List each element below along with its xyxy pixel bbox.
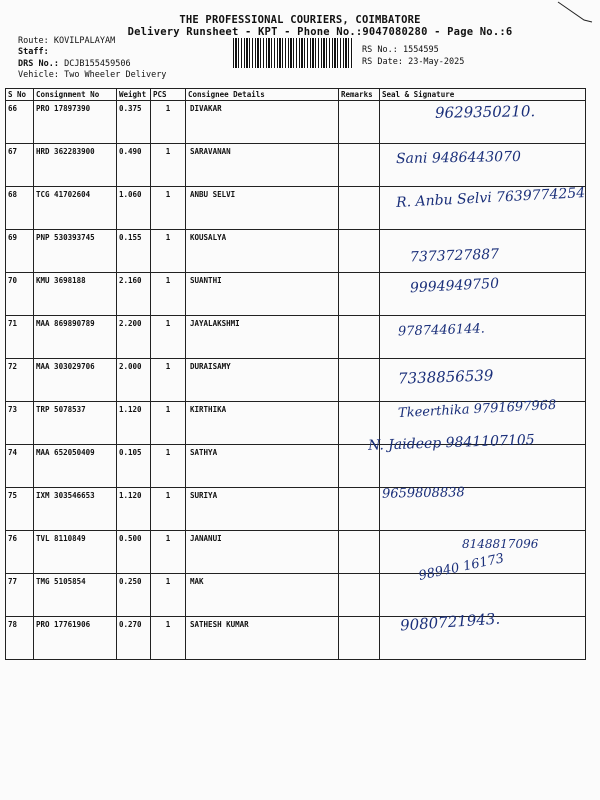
sno-cell: 72: [6, 359, 34, 402]
pcs-cell: 1: [151, 101, 186, 144]
staff-label: Staff:: [18, 47, 49, 57]
drs-label: DRS No.:: [18, 59, 59, 69]
consignment-cell: MAA 652050409: [34, 445, 117, 488]
pcs-cell: 1: [151, 316, 186, 359]
col-pcs: PCS: [151, 89, 186, 101]
consignment-cell: KMU 3698188: [34, 273, 117, 316]
sno-cell: 67: [6, 144, 34, 187]
consignee-cell: MAK: [186, 574, 339, 617]
weight-cell: 0.375: [117, 101, 151, 144]
rs-no-line: [362, 45, 439, 55]
consignee-cell: SATHESH KUMAR: [186, 617, 339, 660]
vehicle-label: Vehicle:: [18, 70, 59, 80]
remarks-cell: [339, 574, 380, 617]
sno-cell: 77: [6, 574, 34, 617]
pcs-cell: 1: [151, 617, 186, 660]
weight-cell: 1.120: [117, 402, 151, 445]
handwritten-signature: 7338856539: [397, 366, 494, 388]
weight-cell: 2.200: [117, 316, 151, 359]
staff-line: [18, 47, 49, 57]
pcs-cell: 1: [151, 488, 186, 531]
sno-cell: 78: [6, 617, 34, 660]
sno-cell: 71: [6, 316, 34, 359]
consignee-cell: SURIYA: [186, 488, 339, 531]
handwritten-signature: Tkeerthika 9791697968: [397, 397, 557, 422]
table-row: [6, 316, 586, 359]
sno-cell: 73: [6, 402, 34, 445]
pcs-cell: 1: [151, 230, 186, 273]
sno-cell: 75: [6, 488, 34, 531]
remarks-cell: [339, 359, 380, 402]
consignee-cell: JAYALAKSHMI: [186, 316, 339, 359]
weight-cell: 0.155: [117, 230, 151, 273]
sno-cell: 66: [6, 101, 34, 144]
consignment-cell: TVL 8110849: [34, 531, 117, 574]
weight-cell: 0.105: [117, 445, 151, 488]
handwritten-signature: Sani 9486443070: [395, 148, 522, 168]
sno-cell: 68: [6, 187, 34, 230]
pcs-cell: 1: [151, 531, 186, 574]
remarks-cell: [339, 617, 380, 660]
pcs-cell: 1: [151, 402, 186, 445]
table-row: [6, 445, 586, 488]
col-consignment: Consignment No: [34, 89, 117, 101]
consignee-cell: DURAISAMY: [186, 359, 339, 402]
handwritten-signature: 9629350210.: [434, 102, 536, 122]
consignment-cell: PNP 530393745: [34, 230, 117, 273]
handwritten-signature: 7373727887: [409, 246, 500, 266]
consignee-cell: ANBU SELVI: [186, 187, 339, 230]
consignment-cell: MAA 303029706: [34, 359, 117, 402]
pcs-cell: 1: [151, 273, 186, 316]
sno-cell: 70: [6, 273, 34, 316]
consignment-cell: PRO 17897390: [34, 101, 117, 144]
consignee-cell: SATHYA: [186, 445, 339, 488]
weight-cell: 0.250: [117, 574, 151, 617]
consignee-cell: SARAVANAN: [186, 144, 339, 187]
consignee-cell: JANANUI: [186, 531, 339, 574]
handwritten-signature: 8148817096: [462, 537, 539, 551]
consignment-cell: IXM 303546653: [34, 488, 117, 531]
consignment-cell: TCG 41702604: [34, 187, 117, 230]
route-line: [18, 36, 115, 46]
page-subtitle: Delivery Runsheet - KPT - Phone No.:9047080280 - Page No.:6: [127, 26, 513, 38]
consignment-cell: HRD 362283900: [34, 144, 117, 187]
consignee-cell: KIRTHIKA: [186, 402, 339, 445]
handwritten-signature: 9994949750: [409, 275, 500, 297]
vehicle-value: Two Wheeler Delivery: [64, 70, 167, 80]
route-label: Route:: [18, 36, 49, 46]
weight-cell: 1.120: [117, 488, 151, 531]
handwritten-signature: 98940 16173: [417, 551, 506, 584]
handwritten-signature: 9080721943.: [399, 609, 501, 635]
runsheet-table: [5, 88, 586, 660]
weight-cell: 0.500: [117, 531, 151, 574]
table-row: [6, 488, 586, 531]
rs-date-label: RS Date:: [362, 57, 403, 67]
col-signature: Seal & Signature: [380, 89, 586, 101]
pcs-cell: 1: [151, 359, 186, 402]
pcs-cell: 1: [151, 144, 186, 187]
weight-cell: 0.270: [117, 617, 151, 660]
route-value: KOVILPALAYAM: [53, 36, 116, 46]
rs-date-value: 23-May-2025: [408, 57, 465, 67]
remarks-cell: [339, 273, 380, 316]
remarks-cell: [339, 316, 380, 359]
drs-line: [18, 59, 131, 69]
table-header-row: [6, 89, 586, 101]
handwritten-signature: N. Jaideep 9841107105: [367, 432, 535, 454]
sno-cell: 69: [6, 230, 34, 273]
weight-cell: 2.160: [117, 273, 151, 316]
col-consignee: Consignee Details: [186, 89, 339, 101]
remarks-cell: [339, 187, 380, 230]
handwritten-signature: 9787446144.: [397, 321, 486, 340]
remarks-cell: [339, 230, 380, 273]
remarks-cell: [339, 488, 380, 531]
handwritten-signature: 9659808838: [381, 485, 465, 502]
consignment-cell: PRO 17761906: [34, 617, 117, 660]
table-row: [6, 359, 586, 402]
rs-date-line: [362, 57, 464, 67]
remarks-cell: [339, 101, 380, 144]
drs-value: DCJB155459506: [64, 59, 131, 69]
pcs-cell: 1: [151, 445, 186, 488]
vehicle-line: [18, 70, 166, 80]
weight-cell: 1.060: [117, 187, 151, 230]
pcs-cell: 1: [151, 574, 186, 617]
remarks-cell: [339, 531, 380, 574]
consignee-cell: DIVAKAR: [186, 101, 339, 144]
page-title: THE PROFESSIONAL COURIERS, COIMBATORE: [179, 14, 421, 26]
col-remarks: Remarks: [339, 89, 380, 101]
consignment-cell: TRP 5078537: [34, 402, 117, 445]
consignment-cell: TMG 5105854: [34, 574, 117, 617]
pcs-cell: 1: [151, 187, 186, 230]
weight-cell: 0.490: [117, 144, 151, 187]
barcode-icon: [233, 38, 353, 68]
consignment-cell: MAA 869890789: [34, 316, 117, 359]
rs-no-label: RS No.:: [362, 45, 398, 55]
handwritten-signature: R. Anbu Selvi 7639774254: [395, 185, 586, 211]
weight-cell: 2.000: [117, 359, 151, 402]
col-weight: Weight: [117, 89, 151, 101]
rs-no-value: 1554595: [402, 45, 439, 55]
col-sno: S No: [6, 89, 34, 101]
consignee-cell: KOUSALYA: [186, 230, 339, 273]
consignee-cell: SUANTHI: [186, 273, 339, 316]
remarks-cell: [339, 144, 380, 187]
sno-cell: 76: [6, 531, 34, 574]
sno-cell: 74: [6, 445, 34, 488]
